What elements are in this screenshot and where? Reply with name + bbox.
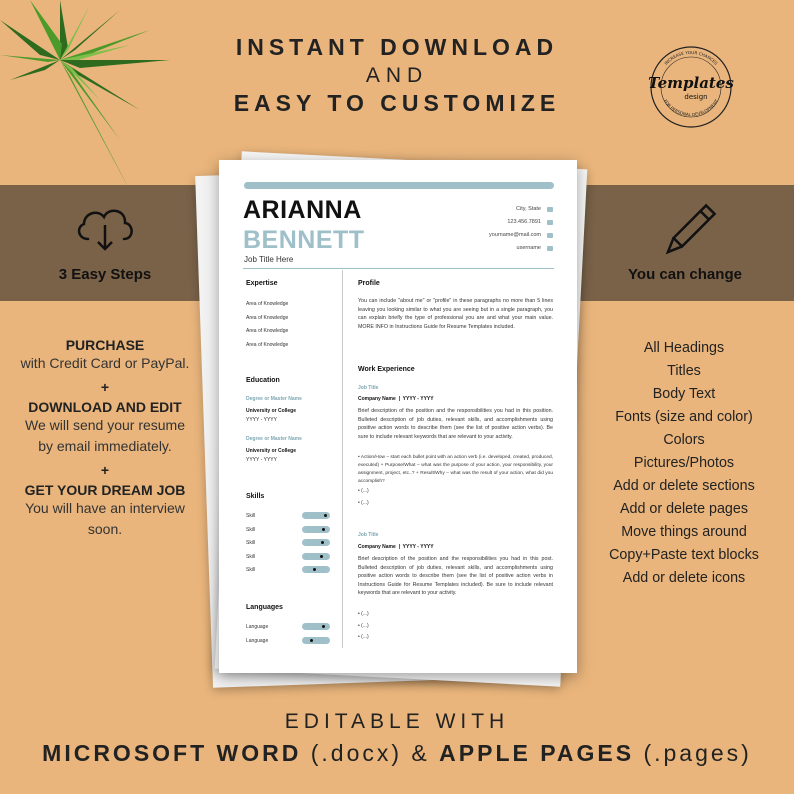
expertise-item: Area of Knowledge	[246, 315, 289, 321]
contact-phone	[507, 219, 553, 225]
step-1-text: with Credit Card or PayPal.	[20, 355, 190, 371]
resume-top-bar	[244, 182, 554, 189]
logo-sub: design	[684, 93, 708, 101]
profile-heading: Profile	[358, 280, 380, 287]
job-bullet: • (...)	[358, 634, 369, 640]
language-level-marker	[322, 625, 325, 628]
contact-email-text: yourname@mail.com	[488, 232, 541, 238]
footer-pages: APPLE PAGES	[439, 740, 635, 766]
education-school: University or College	[246, 448, 297, 454]
pencil-icon	[656, 202, 718, 264]
footer-word: MICROSOFT WORD	[42, 740, 302, 766]
footer-line-2	[0, 740, 794, 767]
job-company: Company Name | YYYY - YYYY	[358, 396, 434, 402]
skill-level-bar	[302, 553, 330, 560]
job-title: Job Title	[358, 385, 379, 391]
education-years: YYYY - YYYY	[246, 417, 277, 423]
step-3-title: GET YOUR DREAM JOB	[24, 482, 186, 498]
job-description: Brief description of the position and the responsibilities you had in this position. Bulleted description of job duties, relevant skills, and accomplishments using positive action words to describe them (see the list of positive action verbs). Be sure to include relevant keywords that are relevant to your activity.	[358, 408, 553, 440]
expertise-item: Area of Knowledge	[246, 301, 289, 307]
profile-text: You can include "about me" or "profile" in these paragraphs no more than 5 lines leaving you looking similar to what you are seeing but in a single paragraph, you can explain briefly the type of professional you are and what your main value. MORE INFO in Instructions Guide for Resume Templates included.	[358, 298, 553, 330]
changeable-item: Titles	[667, 363, 701, 379]
language-level-marker	[310, 639, 313, 642]
changeable-item: Colors	[663, 432, 705, 448]
changeable-item: Move things around	[621, 524, 747, 540]
footer-pages-ext: (.pages)	[634, 740, 752, 766]
education-years: YYYY - YYYY	[246, 457, 277, 463]
band-right-label: You can change	[628, 266, 742, 283]
step-3-text-2: soon.	[87, 521, 123, 537]
changeable-item: Pictures/Photos	[633, 455, 735, 471]
plus-sign: +	[100, 462, 110, 478]
job-description: Brief description of the position and the responsibilities you had in this post. Bulleted description of job duties, relevant skills, and accomplishments using positive action words to describe them (see the list of positive action verbs in Instructions Guide for Resume Templates included). Be sure to include relevant keywords that are relevant to your activity.	[358, 556, 553, 596]
step-2-text-2: by email immediately.	[38, 438, 172, 454]
skill-level-marker	[324, 514, 327, 517]
contact-email	[489, 232, 553, 238]
languages-heading: Languages	[246, 604, 283, 611]
skill-level-marker	[320, 555, 323, 558]
skill-level-bar	[302, 539, 330, 546]
work-heading: Work Experience	[358, 366, 415, 373]
contact-location-text: City, State	[516, 206, 541, 212]
step-list	[10, 337, 200, 540]
changeable-item: Add or delete icons	[622, 570, 746, 586]
changeable-list	[596, 337, 772, 590]
header-line-2: AND	[365, 64, 429, 87]
linkedin-icon	[547, 246, 553, 251]
job-title: Job Title	[358, 532, 379, 538]
contact-location	[516, 206, 553, 212]
step-3-text-1: You will have an interview	[25, 500, 185, 516]
band-left-label: 3 Easy Steps	[58, 266, 152, 283]
cloud-download-icon	[72, 203, 138, 253]
header-line-1: INSTANT DOWNLOAD	[235, 34, 559, 60]
footer-line-1: EDITABLE WITH	[284, 710, 510, 733]
skills-heading: Skills	[246, 493, 265, 500]
skill-level-bar	[302, 512, 330, 519]
skill-level-bar	[302, 566, 330, 573]
language-level-bar	[302, 637, 330, 644]
resume-last-name: BENNETT	[243, 226, 365, 254]
job-bullet: • Action/How – start each bullet point with an action verb (i.e. developed, created, produced, executed) + Purpose/What – what was the purpose of your action, your responsibility, your assignment, project, etc..? + Result/Why – what was the result of your action, what did you accomplish?	[358, 455, 553, 484]
education-school: University or College	[246, 408, 297, 414]
job-bullet: • (...)	[358, 500, 369, 506]
language-label: Language	[246, 624, 269, 630]
contact-username	[517, 245, 553, 251]
footer-word-ext: (.docx) &	[301, 740, 440, 766]
language-label: Language	[246, 637, 269, 644]
logo-main: Templates	[648, 74, 734, 92]
skill-level-marker	[322, 528, 325, 531]
changeable-item: Copy+Paste text blocks	[609, 547, 759, 563]
language-level-bar	[302, 623, 330, 630]
skill-label: Skill	[246, 540, 256, 546]
resume-job-title: Job Title Here	[244, 255, 294, 264]
education-heading: Education	[246, 377, 280, 384]
plus-sign: +	[100, 379, 110, 395]
skill-level-marker	[321, 541, 324, 544]
changeable-item: Add or delete sections	[613, 478, 755, 494]
changeable-item: Add or delete pages	[620, 501, 748, 517]
education-degree: Degree or Master Name	[246, 436, 302, 442]
job-company: Company Name | YYYY - YYYY	[358, 544, 434, 550]
skill-label: Skill	[246, 567, 256, 573]
expertise-item: Area of Knowledge	[246, 328, 289, 334]
step-2-text-1: We will send your resume	[24, 417, 186, 433]
resume-column-divider	[342, 270, 343, 648]
step-1-title: PURCHASE	[65, 337, 145, 353]
skill-label: Skill	[246, 513, 256, 519]
resume-first-name: ARIANNA	[243, 196, 362, 224]
contact-phone-text: 123.456.7891	[507, 219, 541, 225]
skill-level-bar	[302, 526, 330, 533]
resume-header-divider	[243, 268, 554, 269]
skill-level-marker	[313, 568, 316, 571]
changeable-item: Fonts (size and color)	[615, 409, 753, 425]
templates-design-logo	[648, 44, 734, 130]
skill-label: Skill	[246, 526, 256, 533]
mail-icon	[547, 233, 553, 238]
resume-preview	[219, 160, 577, 673]
step-2-title: DOWNLOAD AND EDIT	[28, 399, 182, 415]
job-bullet: • (...)	[358, 488, 369, 494]
home-icon	[547, 207, 553, 212]
logo-ring-top: INCREASE YOUR CHANCES	[663, 49, 719, 66]
education-degree: Degree or Master Name	[246, 396, 302, 402]
job-bullet: • (...)	[358, 623, 369, 629]
expertise-heading: Expertise	[246, 280, 278, 287]
logo-ring-bottom: FOR PERSONAL DEVELOPMENT	[662, 98, 720, 118]
changeable-item: Body Text	[652, 386, 716, 402]
expertise-item: Area of Knowledge	[246, 342, 289, 348]
header-line-3: EASY TO CUSTOMIZE	[233, 90, 561, 116]
changeable-item: All Headings	[643, 340, 725, 356]
job-bullet: • (...)	[358, 611, 369, 617]
contact-username-text: username	[516, 245, 541, 251]
skill-label: Skill	[246, 553, 256, 560]
phone-icon	[547, 220, 553, 225]
